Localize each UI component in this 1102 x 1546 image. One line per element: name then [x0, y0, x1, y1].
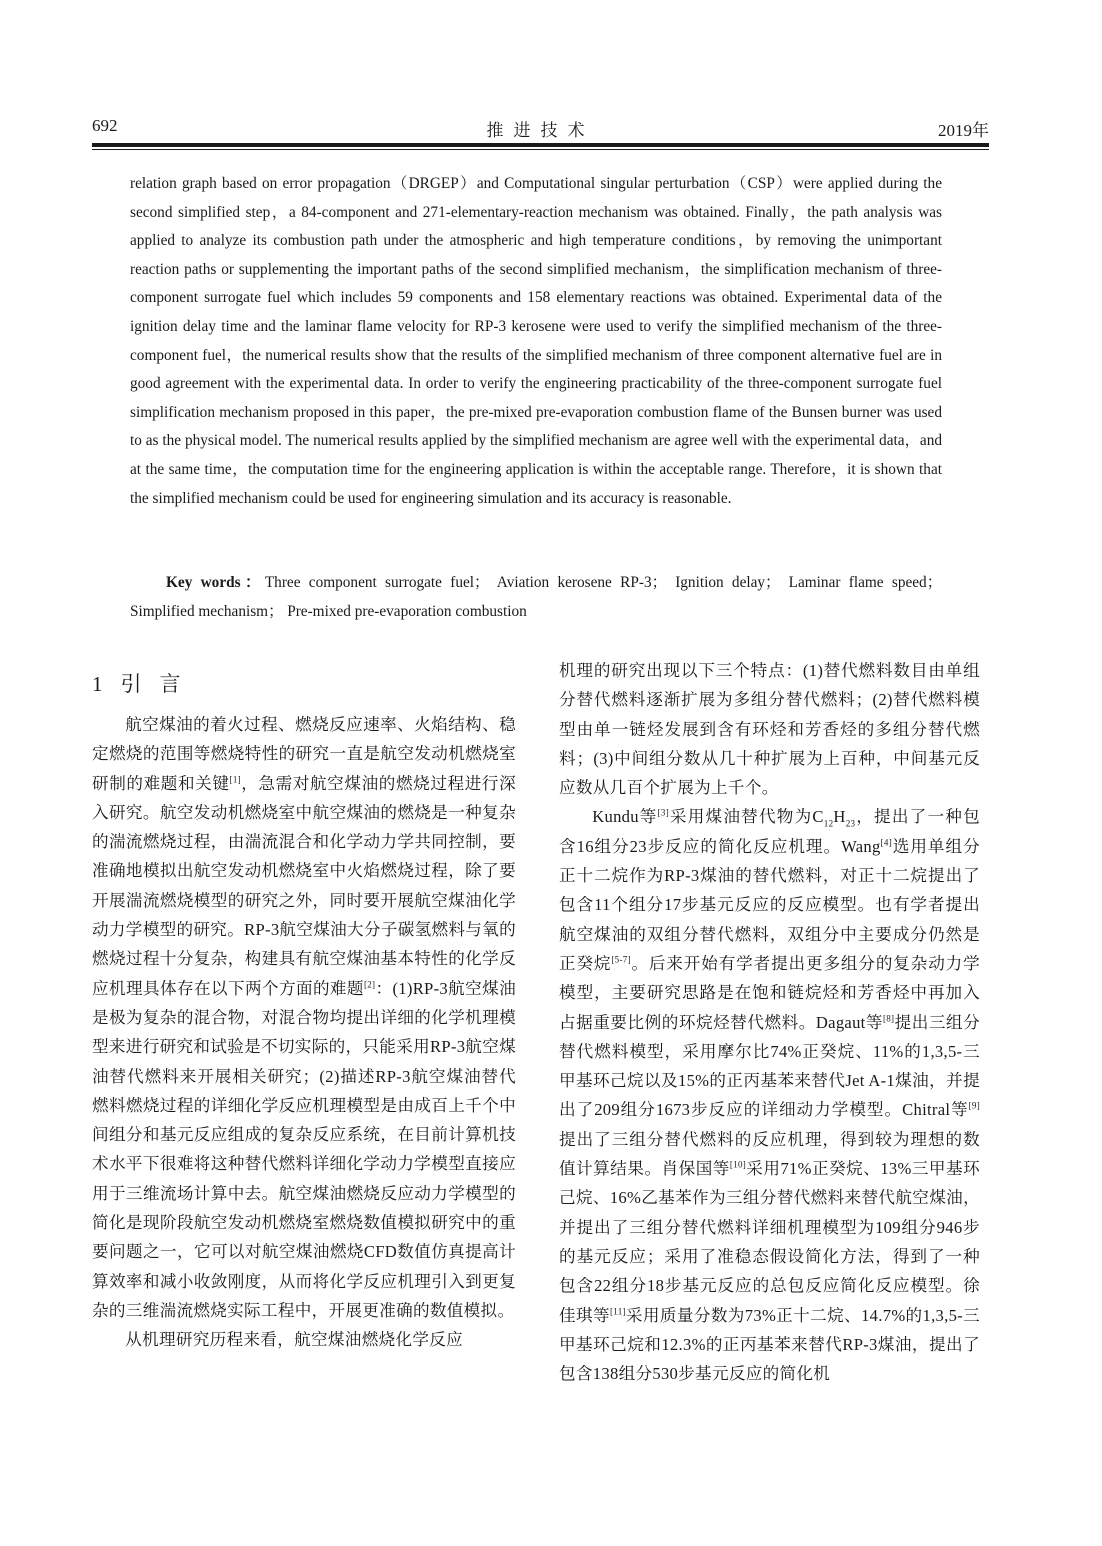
continued-paragraph: 机理的研究出现以下三个特点：(1)替代燃料数目由单组分替代燃料逐渐扩展为多组分替代燃料；(2)替代燃料模型由单一链烃发展到含有环烃和芳香烃的多组分替代燃料；(3)中间组分数从几十种扩展为上百种，中间基元反应数从几百个扩展为上千个。 — [559, 661, 980, 798]
citation-ref: [1] — [229, 774, 241, 785]
citation-ref: [11] — [609, 1306, 626, 1316]
text-run: ，提出了一种包含16组分23步反应的简化反应机理。Wang — [559, 807, 980, 856]
text-run: H — [833, 807, 846, 827]
journal-name: 推进技术 — [486, 121, 595, 140]
english-abstract — [130, 170, 942, 513]
text-run: 。后来开始有学者提出更多组分的复杂动力学模型，主要研究思路是在饱和链烷烃和芳香烃中再加入占据重要比例的环烷烃替代燃料。Dagaut等 — [559, 953, 980, 1032]
text-run: ：(1)RP-3航空煤油是极为复杂的混合物，对混合物均提出详细的化学机理模型来进行研究和试验是不切实际的，只能采用RP-3航空煤油替代燃料来开展相关研究；(2)描述RP-3航空煤油替代燃料燃烧过程的详细化学反应机理模型是由成百上千个中间组分和基元反应组成的复杂反应系统，在目前计算机技术水平下很难将这种替代燃料详细化学动力学模型直接应用于三维流场计算中去。航空煤油燃烧反应动力学模型的简化是现阶段航空发动机燃烧室燃烧数值模拟研究中的重要问题之一，它可以对航空煤油燃烧CFD数值仿真提高计算效率和减小收敛刚度，从而将化学反应机理引入到更复杂的三维湍流燃烧实际工程中，开展更准确的数值模拟。 — [92, 978, 516, 1320]
header-rule-thin — [92, 149, 989, 150]
text-run: 航空煤油的着火过程、燃烧反应速率、火焰结构、稳定燃烧的范围等燃烧特性的研究一直是航空发动机燃烧室研制的难题和关键 — [92, 715, 516, 793]
text-run: 提出了三组分替代燃料的反应机理，得到较为理想的数值计算结果。肖保国等 — [559, 1129, 980, 1179]
left-column — [92, 656, 516, 1355]
formula-subscript: 23 — [845, 818, 856, 829]
citation-ref: [3] — [657, 807, 669, 818]
abstract-text: relation graph based on error propagation（DRGEP）and Computational singular perturbation（CSP）were applied during the second simplified step，a 84-component and 271-elementary-reaction mechanism was obtained. Finally，the path analysis was applied to analyze its combustion path under the atmospheric and high temperature conditions，by removing the unimportant reaction paths or supplementing the important paths of the second simplified mechanism，the simplification mechanism of three-component surrogate fuel which includes 59 components and 158 elementary reactions was obtained. Experimental data of the ignition delay time and the laminar flame velocity for RP-3 kerosene were used to verify the simplified mechanism of the three-component fuel，the numerical results show that the results of the simplified mechanism of three component alternative fuel are in good agreement with the experimental data. In order to verify the engineering practicability of the three-component surrogate fuel simplification mechanism proposed in this paper，the pre-mixed pre-evaporation combustion flame of the Bunsen burner was used to as the physical model. The numerical results applied by the simplified mechanism are agree well with the experimental data，and at the same time，the computation time for the engineering application is within the acceptable range. Therefore，it is shown that the simplified mechanism could be used for engineering simulation and its accuracy is reasonable. — [130, 175, 942, 507]
text-run: 采用煤油替代物为C — [669, 807, 824, 827]
keywords-text: Three component surrogate fuel； Aviation kerosene RP-3； Ignition delay； Laminar flame speed； Simplified mechanism； Pre-mixed pre-evaporation combustion — [130, 574, 942, 620]
publication-year: 2019年 — [938, 121, 989, 140]
section-title: 引言 — [120, 672, 199, 696]
citation-ref: [4] — [880, 837, 893, 848]
citation-ref: [2] — [363, 979, 376, 990]
citation-ref: [5-7] — [611, 954, 631, 965]
text-run: 采用71%正癸烷、13%三甲基环己烷、16%乙基苯作为三组分替代燃料来替代航空煤油，并提出了三组分替代燃料详细机理模型为109组分946步的基元反应；采用了准稳态假设简化方法，得到了一种包含22组分18步基元反应的总包反应简化反应模型。徐佳琪等 — [559, 1159, 980, 1325]
page-number: 692 — [92, 116, 118, 135]
header-rule-thick — [92, 143, 989, 147]
text-run: 采用质量分数为73%正十二烷、14.7%的1,3,5-三甲基环己烷和12.3%的正丙基苯来替代RP-3煤油，提出了包含138组分530步基元反应的简化机 — [559, 1305, 981, 1384]
citation-ref: [10] — [729, 1159, 747, 1170]
formula-subscript: 12 — [823, 818, 834, 829]
intro-paragraph-1 — [92, 710, 516, 1325]
text-run: Kundu等 — [592, 807, 658, 827]
keywords-block — [130, 569, 942, 626]
text-run: ，急需对航空煤油的燃烧过程进行深入研究。航空发动机燃烧室中航空煤油的燃烧是一种复杂的湍流燃烧过程，由湍流混合和化学动力学共同控制，要准确地模拟出航空发动机燃烧室中火焰燃烧过程，除了要开展湍流燃烧模型的研究之外，同时要开展航空煤油化学动力学模型的研究。RP-3航空煤油大分子碳氢燃料与氧的燃烧过程十分复杂，构建具有航空煤油基本特性的化学反应机理具体存在以下两个方面的难题 — [92, 773, 516, 998]
citation-ref: [8] — [882, 1013, 895, 1024]
section-heading — [92, 669, 516, 699]
section-number: 1 — [92, 672, 107, 696]
intro-paragraph-2: 从机理研究历程来看，航空煤油燃烧化学反应 — [125, 1330, 464, 1350]
citation-ref: [9] — [968, 1100, 980, 1111]
page-header — [92, 116, 989, 140]
text-run: 提出三组分替代燃料模型，采用摩尔比74%正癸烷、11%的1,3,5-三甲基环己烷以及15%的正丙基苯来替代Jet A-1煤油，并提出了209组分1673步反应的详细动力学模型。Chitral等 — [559, 1012, 980, 1120]
keywords-label: Key words： — [166, 574, 265, 591]
literature-review-paragraph — [559, 802, 980, 1388]
right-column — [559, 656, 980, 1388]
text-run: 选用单组分正十二烷作为RP-3煤油的替代燃料，对正十二烷提出了包含11个组分17步基元反应的反应模型。也有学者提出航空煤油的双组分替代燃料，双组分中主要成分仍然是正癸烷 — [559, 836, 981, 973]
